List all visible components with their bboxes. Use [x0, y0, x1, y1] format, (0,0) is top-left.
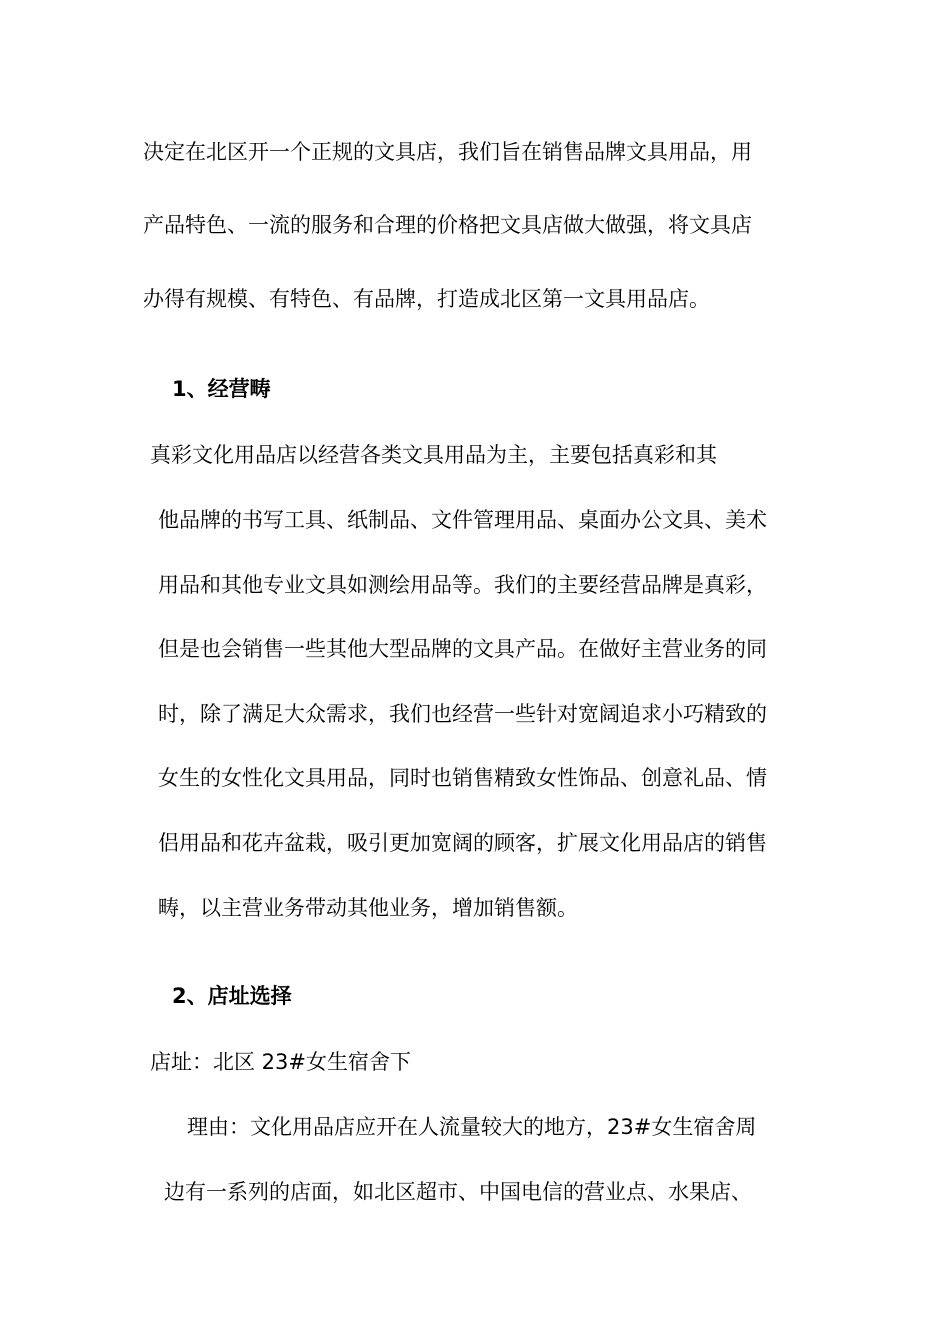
section-1-line-6: 女生的女性化文具用品，同时也销售精致女性饰品、创意礼品、情 — [158, 766, 767, 790]
section-1-line-2: 他品牌的书写工具、纸制品、文件管理用品、桌面办公文具、美术 — [158, 508, 767, 532]
section-1-heading: 1、经营畴 — [172, 377, 271, 401]
intro-line-1: 决定在北区开一个正规的文具店，我们旨在销售品牌文具用品，用 — [143, 140, 752, 164]
section-1-line-7: 侣用品和花卉盆栽，吸引更加宽阔的顾客，扩展文化用品店的销售 — [158, 831, 767, 855]
section-1-line-3: 用品和其他专业文具如测绘用品等。我们的主要经营品牌是真彩， — [158, 573, 767, 597]
section-2-heading: 2、店址选择 — [172, 984, 292, 1008]
section-1-line-5: 时，除了满足大众需求，我们也经营一些针对宽阔追求小巧精致的 — [158, 702, 767, 726]
section-2-line-1: 店址：北区 23#女生宿舍下 — [150, 1050, 411, 1074]
intro-line-3: 办得有规模、有特色、有品牌，打造成北区第一文具用品店。 — [143, 287, 710, 311]
section-2-line-3: 边有一系列的店面，如北区超市、中国电信的营业点、水果店、 — [164, 1180, 752, 1204]
section-1-line-4: 但是也会销售一些其他大型品牌的文具产品。在做好主营业务的同 — [158, 637, 767, 661]
section-2-line-2: 理由：文化用品店应开在人流量较大的地方，23#女生宿舍周 — [187, 1115, 757, 1139]
intro-line-2: 产品特色、一流的服务和合理的价格把文具店做大做强，将文具店 — [143, 213, 752, 237]
section-1-line-8: 畴，以主营业务带动其他业务，增加销售额。 — [158, 896, 578, 920]
section-1-line-1: 真彩文化用品店以经营各类文具用品为主，主要包括真彩和其 — [150, 443, 717, 467]
